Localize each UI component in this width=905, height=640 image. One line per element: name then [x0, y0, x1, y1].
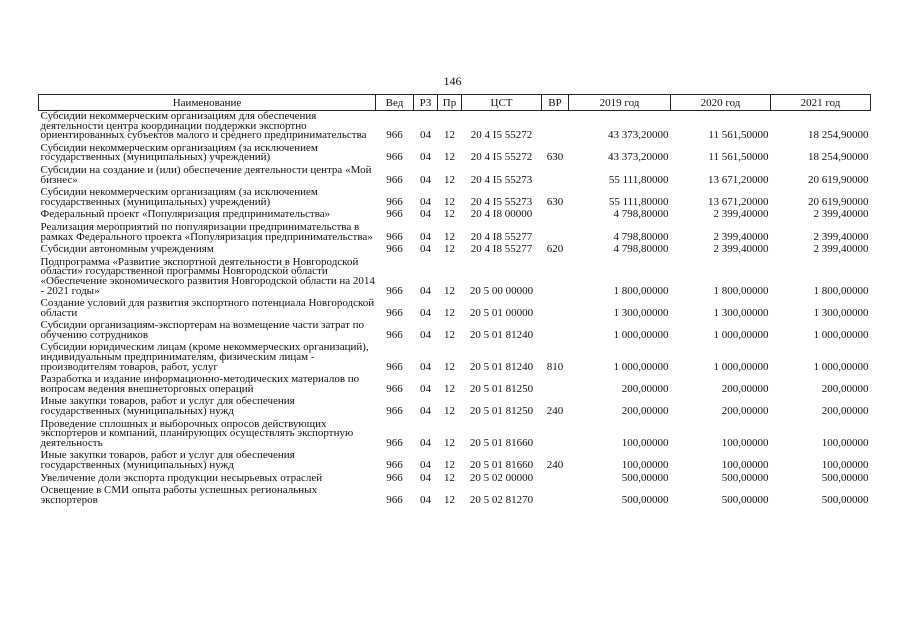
cell-cst: 20 5 01 81250	[469, 405, 534, 418]
cell-y2019: 43 373,20000	[608, 151, 669, 164]
cell-rz: 04	[420, 382, 431, 395]
cell-rz: 04	[420, 360, 431, 373]
cell-vr: 620	[546, 243, 564, 256]
cell-pr: 12	[444, 471, 455, 484]
cell-rz: 04	[420, 173, 431, 186]
cell-ved: 966	[386, 459, 403, 471]
cell-y2019: 4 798,80000	[613, 208, 669, 221]
cell-y2019: 200,00000	[621, 405, 669, 418]
cell-rz: 04	[420, 195, 431, 208]
cell-y2021: 1 000,00000	[813, 360, 869, 373]
cell-name: Субсидии автономным учреждениям	[40, 243, 214, 256]
cell-y2019: 1 000,00000	[613, 328, 669, 341]
cell-pr: 12	[444, 459, 455, 471]
cell-cst: 20 4 I5 55273	[470, 195, 533, 208]
cell-vr: 240	[546, 405, 564, 418]
cell-vr	[542, 320, 569, 342]
cell-pr: 12	[444, 173, 455, 186]
cell-y2019: 200,00000	[621, 382, 669, 395]
cell-rz: 04	[420, 471, 431, 484]
cell-rz: 04	[420, 129, 431, 142]
cell-ved: 966	[386, 173, 403, 186]
cell-pr: 12	[444, 382, 455, 395]
cell-ved: 966	[386, 306, 403, 319]
cell-ved: 966	[386, 208, 403, 221]
cell-ved: 966	[386, 151, 403, 164]
cell-y2019: 4 798,80000	[613, 243, 669, 256]
cell-rz: 04	[420, 230, 431, 243]
table-row	[39, 320, 871, 342]
cell-vr	[542, 222, 569, 244]
cell-pr: 12	[444, 230, 455, 243]
cell-pr: 12	[444, 306, 455, 319]
cell-y2019: 43 373,20000	[608, 129, 669, 142]
cell-cst: 20 4 I5 55272	[470, 129, 533, 142]
cell-name: Субсидии юридическим лицам (кроме некоммерческих организаций), индивидуальным предпринимателям, физическим лицам - производителям товаров, работ, услуг	[40, 341, 369, 373]
cell-y2019: 4 798,80000	[613, 230, 669, 243]
cell-y2020: 500,00000	[721, 493, 769, 506]
cell-vr	[542, 374, 569, 396]
header-name: Наименование	[39, 95, 376, 111]
cell-y2020: 200,00000	[721, 405, 769, 418]
table-body	[39, 111, 871, 508]
cell-y2019: 1 000,00000	[613, 360, 669, 373]
cell-y2020: 200,00000	[721, 382, 769, 395]
cell-y2020: 1 000,00000	[713, 328, 769, 341]
cell-cst: 20 5 01 81250	[469, 382, 534, 395]
cell-pr: 12	[444, 151, 455, 164]
cell-name: Субсидии организациям-экспортерам на возмещение части затрат по обучению сотрудников	[40, 319, 365, 341]
cell-ved: 966	[386, 382, 403, 395]
table-row	[39, 374, 871, 396]
cell-cst: 20 4 I5 55273	[470, 173, 533, 186]
cell-y2019: 100,00000	[621, 459, 669, 471]
cell-cst: 20 5 01 81660	[469, 459, 534, 471]
cell-y2020: 1 000,00000	[713, 360, 769, 373]
cell-y2021: 1 000,00000	[813, 328, 869, 341]
table-row	[39, 485, 871, 507]
cell-y2021: 200,00000	[821, 405, 869, 418]
cell-name: Подпрограмма «Развитие экспортной деятельности в Новгородской области» государственной программы Новгородской области «Обеспечение экономического развития Новгородской области на 2014 - 2021 годы»	[40, 255, 375, 297]
cell-y2021: 18 254,90000	[808, 129, 869, 142]
cell-pr: 12	[444, 436, 455, 449]
cell-vr	[542, 473, 569, 486]
cell-name: Субсидии на создание и (или) обеспечение деятельности центра «Мой бизнес»	[40, 163, 372, 186]
cell-name: Освещение в СМИ опыта работы успешных региональных экспортеров	[40, 484, 318, 506]
cell-name: Федеральный проект «Популяризация предпринимательства»	[40, 208, 331, 221]
cell-pr: 12	[444, 405, 455, 418]
cell-y2020: 100,00000	[721, 459, 769, 471]
cell-rz: 04	[420, 151, 431, 164]
cell-cst: 20 5 01 81240	[469, 328, 534, 341]
cell-y2020: 1 300,00000	[713, 306, 769, 319]
cell-pr: 12	[444, 243, 455, 256]
cell-y2020: 100,00000	[721, 436, 769, 449]
cell-ved: 966	[386, 493, 403, 506]
table-row	[39, 396, 871, 418]
cell-pr: 12	[444, 284, 455, 297]
cell-y2020: 2 399,40000	[713, 243, 769, 256]
cell-y2021: 2 399,40000	[813, 243, 869, 256]
cell-y2019: 500,00000	[621, 493, 669, 506]
page-number: 146	[443, 74, 462, 88]
table-header	[39, 95, 871, 111]
header-2021: 2021 год	[771, 95, 871, 111]
cell-ved: 966	[386, 195, 403, 208]
cell-y2021: 2 399,40000	[813, 208, 869, 221]
cell-name: Разработка и издание информационно-методических материалов по вопросам ведения внешнеторговых операций	[40, 373, 360, 395]
cell-name: Субсидии некоммерческим организациям (за исключением государственных (муниципальных) учреждений)	[40, 186, 318, 208]
cell-y2020: 13 671,20000	[708, 195, 769, 208]
cell-vr	[542, 165, 569, 187]
cell-y2019: 1 800,00000	[613, 284, 669, 297]
cell-cst: 20 5 01 81660	[469, 436, 534, 449]
cell-ved: 966	[386, 129, 403, 142]
cell-pr: 12	[444, 328, 455, 341]
cell-cst: 20 4 I5 55272	[470, 151, 533, 164]
cell-rz: 04	[420, 459, 431, 471]
cell-y2021: 100,00000	[821, 436, 869, 449]
cell-ved: 966	[386, 405, 403, 418]
cell-y2019: 1 300,00000	[613, 306, 669, 319]
table-row	[39, 143, 871, 165]
cell-y2020: 500,00000	[721, 471, 769, 484]
cell-name: Иные закупки товаров, работ и услуг для обеспечения государственных (муниципальных) нужд	[40, 395, 295, 418]
cell-cst: 20 5 02 00000	[469, 471, 534, 484]
cell-y2020: 1 800,00000	[713, 284, 769, 297]
cell-vr	[542, 209, 569, 222]
cell-cst: 20 5 01 00000	[469, 306, 534, 319]
cell-ved: 966	[386, 436, 403, 449]
cell-rz: 04	[420, 493, 431, 506]
cell-vr	[542, 298, 569, 320]
cell-y2020: 11 561,50000	[708, 129, 769, 142]
cell-y2021: 500,00000	[821, 471, 869, 484]
cell-y2021: 1 800,00000	[813, 284, 869, 297]
cell-y2021: 1 300,00000	[813, 306, 869, 319]
cell-y2021: 2 399,40000	[813, 230, 869, 243]
cell-cst: 20 4 I8 55277	[470, 243, 533, 256]
cell-vr: 630	[546, 151, 564, 164]
table-row	[39, 187, 871, 209]
cell-y2019: 500,00000	[621, 471, 669, 484]
cell-name: Субсидии некоммерческим организациям (за исключением государственных (муниципальных) учреждений)	[40, 141, 318, 164]
cell-cst: 20 5 00 00000	[469, 284, 534, 297]
cell-rz: 04	[420, 284, 431, 297]
budget-table	[38, 94, 871, 507]
cell-vr: 240	[546, 459, 564, 471]
header-ved: Вед	[376, 95, 414, 111]
cell-y2019: 100,00000	[621, 436, 669, 449]
cell-rz: 04	[420, 328, 431, 341]
header-2020: 2020 год	[671, 95, 771, 111]
cell-pr: 12	[444, 493, 455, 506]
cell-y2019: 55 111,80000	[608, 173, 669, 186]
cell-name: Создание условий для развития экспортного потенциала Новгородской области	[40, 297, 375, 319]
header-pr: Пр	[438, 95, 462, 111]
cell-cst: 20 5 02 81270	[469, 493, 534, 506]
cell-ved: 966	[386, 284, 403, 297]
cell-y2021: 500,00000	[821, 493, 869, 506]
table-row	[39, 342, 871, 374]
cell-y2019: 55 111,80000	[608, 195, 669, 208]
cell-y2021: 100,00000	[821, 459, 869, 471]
cell-vr	[542, 257, 569, 298]
cell-vr: 810	[546, 360, 564, 373]
table-row	[39, 111, 871, 143]
cell-y2021: 18 254,90000	[808, 151, 869, 164]
cell-y2020: 13 671,20000	[708, 173, 769, 186]
table-row	[39, 257, 871, 298]
cell-y2020: 11 561,50000	[708, 151, 769, 164]
cell-ved: 966	[386, 243, 403, 256]
cell-y2021: 20 619,90000	[808, 173, 869, 186]
cell-pr: 12	[444, 360, 455, 373]
cell-y2021: 200,00000	[821, 382, 869, 395]
cell-ved: 966	[386, 360, 403, 373]
table-row	[39, 450, 871, 472]
cell-pr: 12	[444, 208, 455, 221]
header-2019: 2019 год	[569, 95, 671, 111]
table-row	[39, 298, 871, 320]
cell-name: Проведение сплошных и выборочных опросов действующих экспортеров и компаний, планирующих осуществлять экспортную деятельность	[40, 417, 354, 449]
cell-ved: 966	[386, 328, 403, 341]
cell-rz: 04	[420, 243, 431, 256]
cell-vr: 630	[546, 195, 564, 208]
header-cst: ЦСТ	[462, 95, 542, 111]
cell-cst: 20 4 I8 55277	[470, 230, 533, 243]
cell-y2020: 2 399,40000	[713, 208, 769, 221]
cell-name: Субсидии некоммерческим организациям для обеспечения деятельности центра координации поддержки экспортно ориентированных субъектов малого и среднего предпринимательства	[40, 110, 367, 142]
cell-pr: 12	[444, 129, 455, 142]
cell-rz: 04	[420, 208, 431, 221]
cell-cst: 20 5 01 81240	[469, 360, 534, 373]
cell-rz: 04	[420, 405, 431, 418]
table-row	[39, 419, 871, 451]
cell-vr	[542, 111, 569, 143]
table-row	[39, 165, 871, 187]
cell-vr	[542, 485, 569, 507]
table-row	[39, 222, 871, 244]
cell-vr	[542, 419, 569, 451]
cell-ved: 966	[386, 471, 403, 484]
cell-ved: 966	[386, 230, 403, 243]
cell-cst: 20 4 I8 00000	[470, 208, 533, 221]
header-rz: РЗ	[414, 95, 438, 111]
cell-name: Иные закупки товаров, работ и услуг для обеспечения государственных (муниципальных) нужд	[40, 449, 295, 471]
cell-rz: 04	[420, 436, 431, 449]
cell-pr: 12	[444, 195, 455, 208]
cell-y2021: 20 619,90000	[808, 195, 869, 208]
cell-y2020: 2 399,40000	[713, 230, 769, 243]
cell-name: Увеличение доли экспорта продукции несырьевых отраслей	[40, 471, 323, 484]
header-vr: ВР	[542, 95, 569, 111]
cell-rz: 04	[420, 306, 431, 319]
cell-name: Реализация мероприятий по популяризации предпринимательства в рамках Федерального проекта «Популяризация предпринимательства»	[40, 220, 373, 243]
table-row	[39, 244, 871, 257]
